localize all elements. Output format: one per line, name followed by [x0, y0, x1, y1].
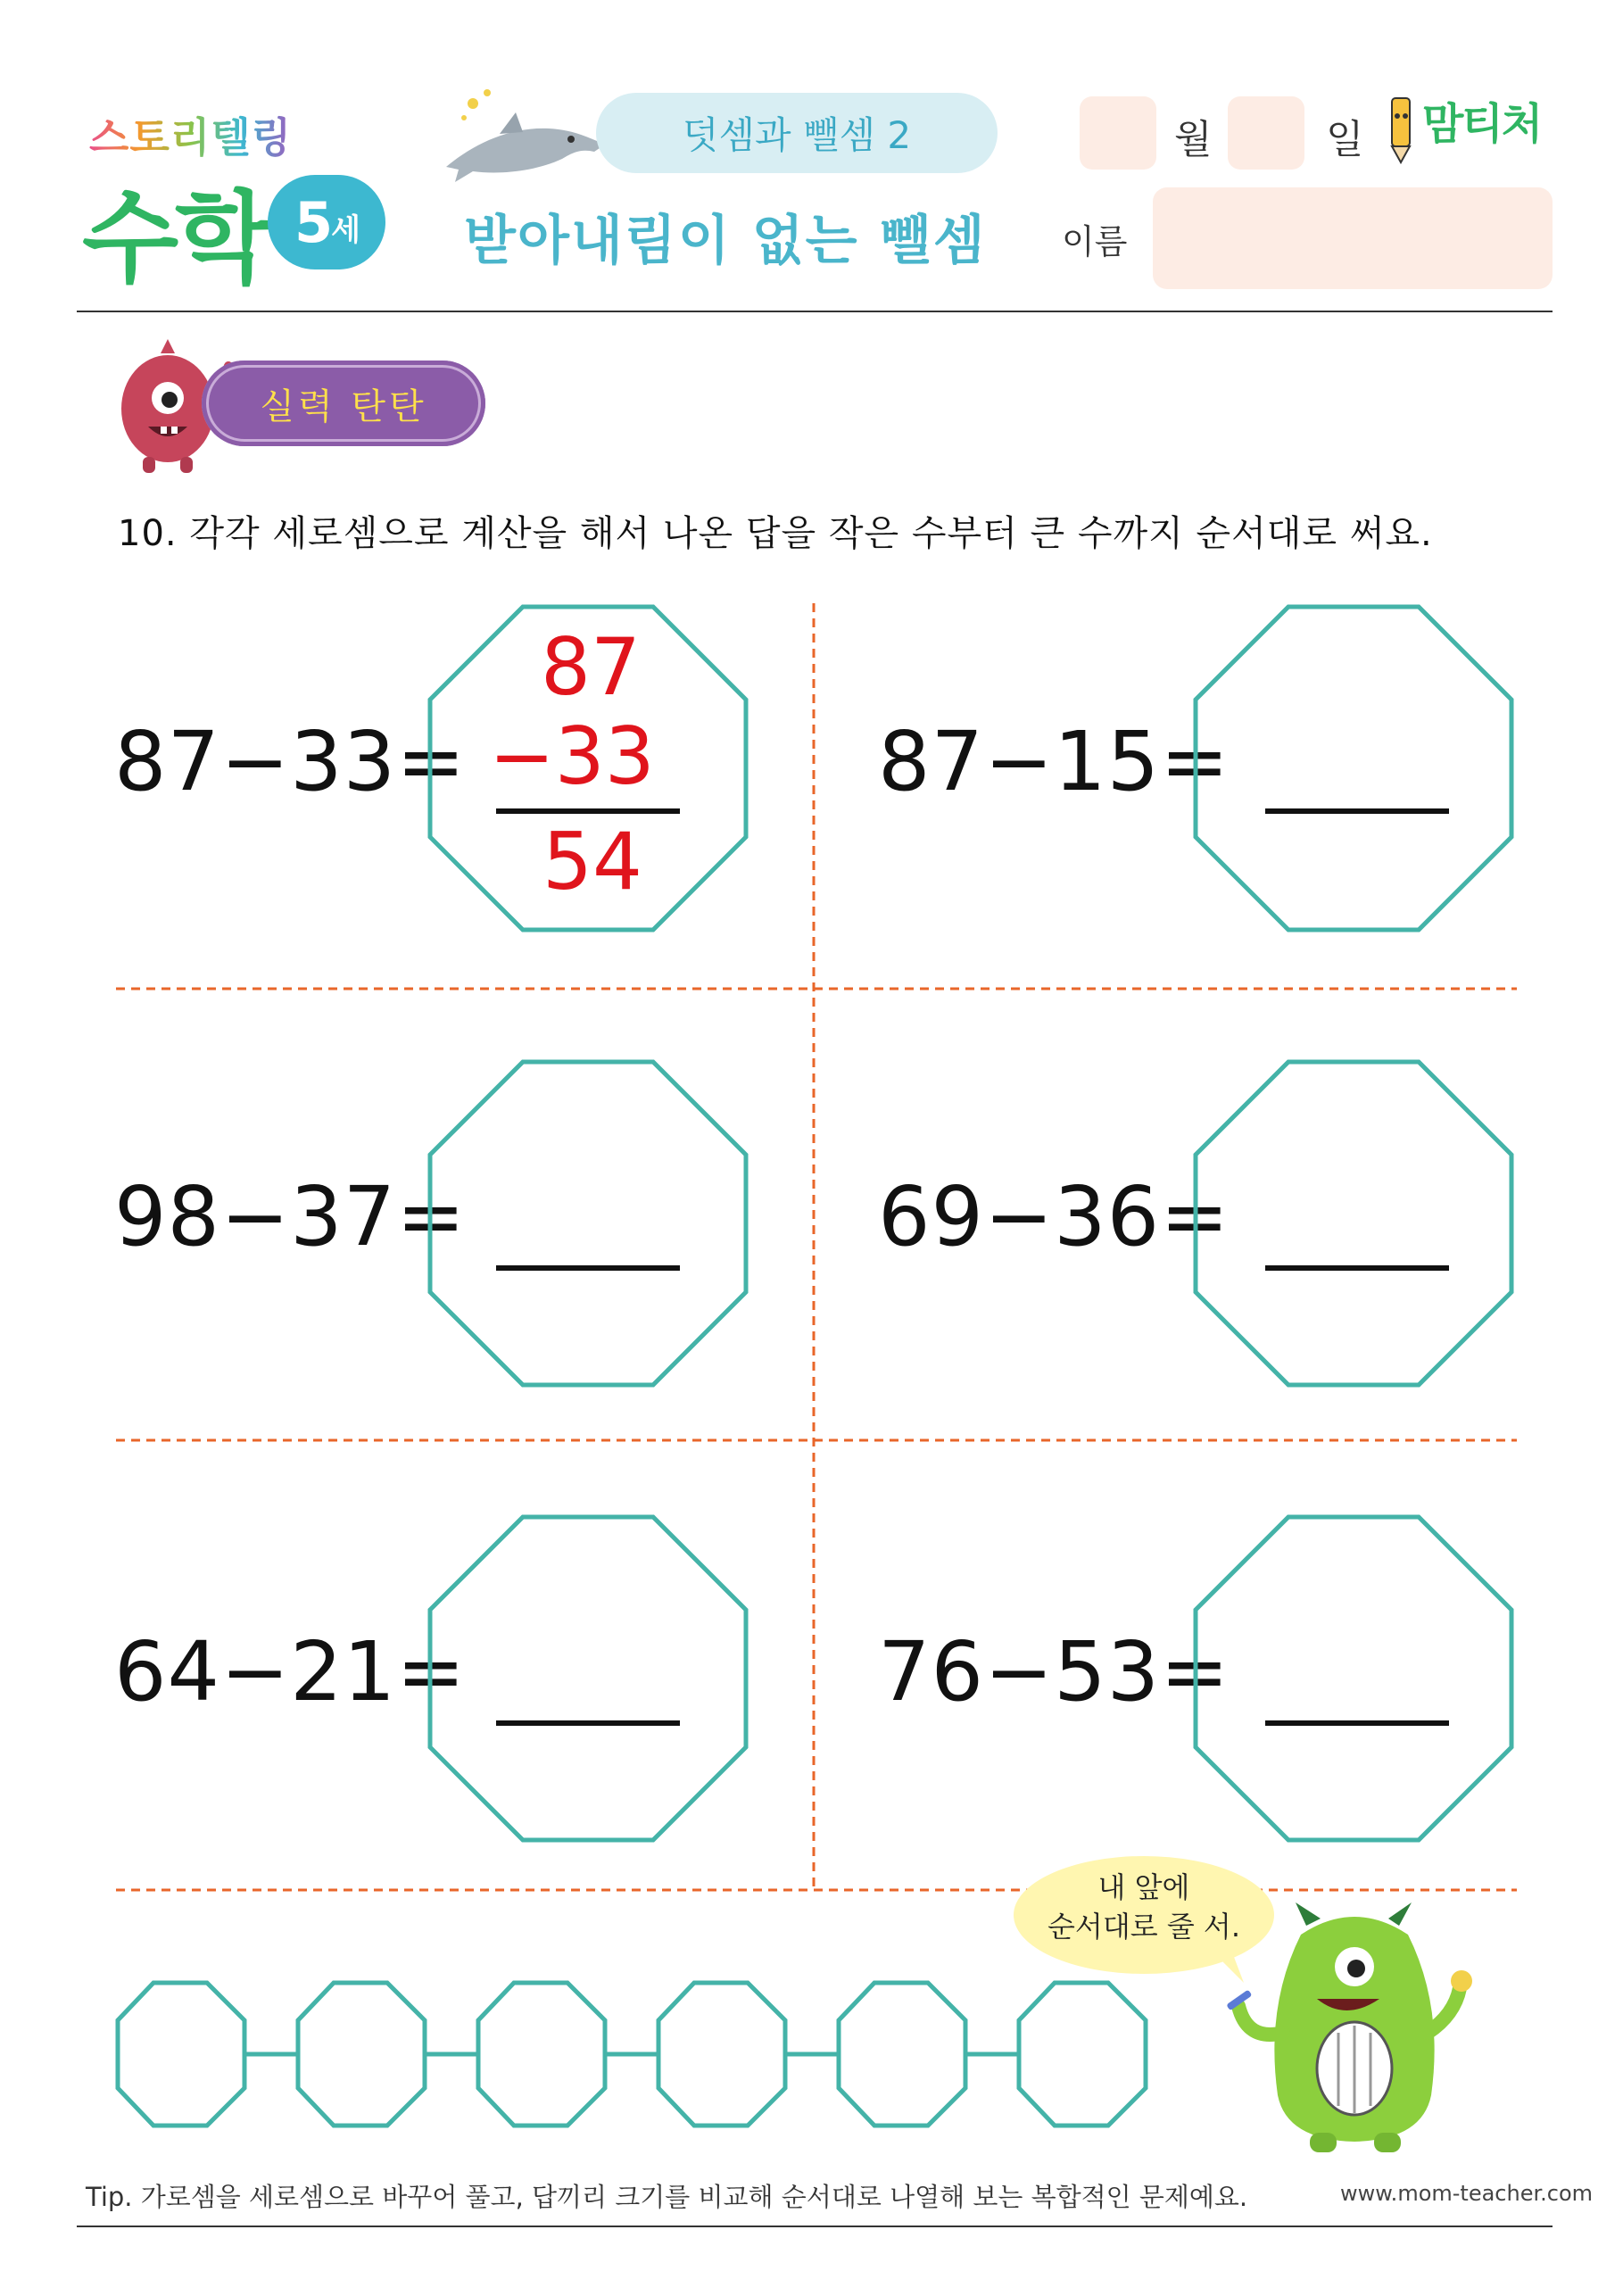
name-label: 이름 — [1062, 222, 1128, 261]
problem-1-work-rule — [496, 808, 680, 814]
order-slot-4 — [658, 1983, 785, 2126]
order-slot-2 — [298, 1983, 425, 2126]
green-monster-mascot — [1221, 1899, 1488, 2158]
tip-text: Tip. 가로셈을 세로셈으로 바꾸어 풀고, 답끼리 크기를 비교해 순서대로 나열해 보는 복합적인 문제예요. — [86, 2182, 1248, 2212]
speech-line-1: 내 앞에 — [1097, 1870, 1190, 1904]
speech-line-2: 순서대로 줄 서. — [1047, 1910, 1240, 1944]
order-slot-6 — [1019, 1983, 1146, 2126]
problem-4-answer-line — [1265, 1265, 1449, 1271]
question-text: 10. 각각 세로셈으로 계산을 해서 나온 답을 작은 수부터 큰 수까지 순서대로 써요. — [118, 513, 1433, 554]
order-chain — [114, 1979, 1167, 2129]
problem-2-answer-octagon[interactable] — [1192, 603, 1515, 933]
problem-6-answer-octagon[interactable] — [1192, 1513, 1515, 1844]
order-slot-3 — [478, 1983, 605, 2126]
problem-4-expression: 69−36= — [878, 1169, 1230, 1264]
problem-6-answer-line — [1265, 1720, 1449, 1726]
problem-1-answer: 54 — [542, 816, 642, 908]
problem-3-expression: 98−37= — [114, 1169, 467, 1264]
problem-5-answer-octagon[interactable] — [426, 1513, 749, 1844]
order-slot-1 — [118, 1983, 244, 2126]
site-logo: 맘티처 — [1422, 99, 1542, 149]
footer-divider — [77, 2226, 1553, 2227]
order-slot-5 — [839, 1983, 965, 2126]
problem-1-work-top: 87 — [541, 621, 641, 713]
problem-3-answer-line — [496, 1265, 680, 1271]
problem-6-expression: 76−53= — [878, 1624, 1230, 1720]
site-url[interactable]: www.mom-teacher.com — [1340, 2181, 1594, 2206]
problem-5-expression: 64−21= — [114, 1624, 467, 1720]
topic-label: 덧셈과 뺄셈 2 — [596, 93, 998, 173]
day-label: 일 — [1326, 117, 1364, 162]
brand-series-name: 스토리텔링 — [89, 105, 292, 164]
section-tag: 실력 탄탄 — [202, 361, 485, 446]
problem-4-answer-octagon[interactable] — [1192, 1058, 1515, 1388]
problem-5-answer-line — [496, 1720, 680, 1726]
month-label: 월 — [1174, 117, 1213, 162]
lesson-title: 받아내림이 없는 뺄셈 — [464, 210, 987, 272]
problem-3-answer-octagon[interactable] — [426, 1058, 749, 1388]
problem-2-expression: 87−15= — [878, 714, 1230, 809]
age-badge: 5 세 — [268, 175, 385, 269]
brand-subject: 수학 — [82, 181, 269, 297]
problem-2-answer-line — [1265, 808, 1449, 814]
problem-1-expression: 87−33= — [114, 714, 467, 809]
problem-1-work-sub: −33 — [489, 710, 655, 802]
